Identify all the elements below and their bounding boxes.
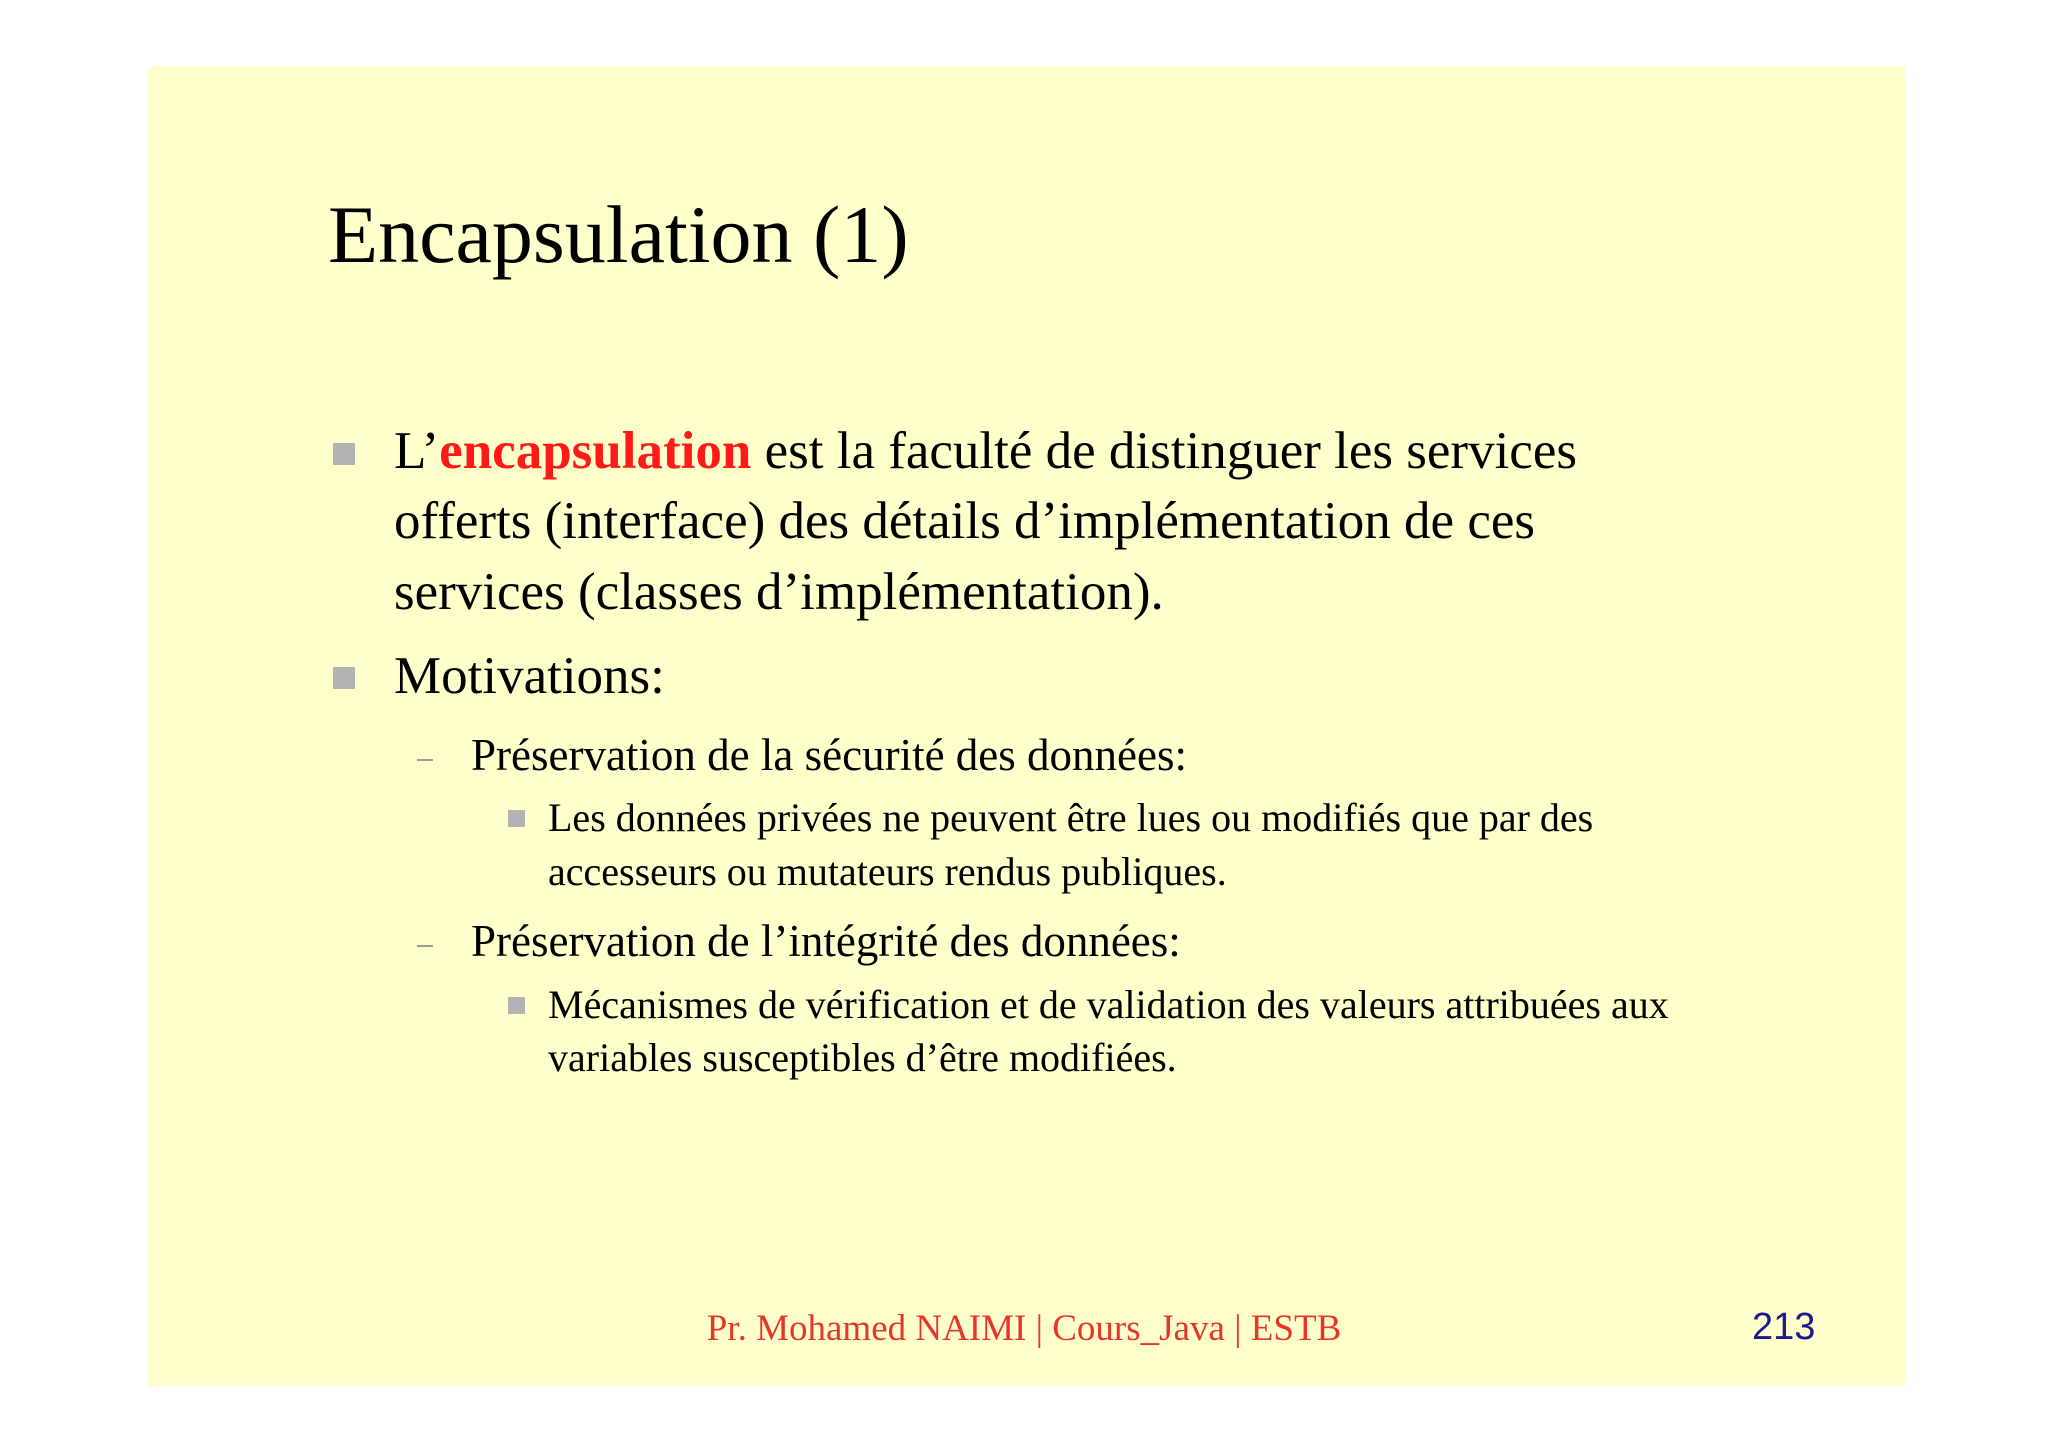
dash-bullet-icon [417, 945, 433, 947]
sub2-heading: Préservation de l’intégrité des données: [471, 916, 1181, 966]
sub1-item-line2: accesseurs ou mutateurs rendus publiques. [548, 849, 1227, 894]
page-number: 213 [1752, 1306, 1816, 1348]
encapsulation-highlight: encapsulation [439, 422, 752, 480]
sub2-item-line1: Mécanismes de vérification et de validation des valeurs attribuées aux [548, 982, 1669, 1027]
sub1-item-line1: Les données privées ne peuvent être lues ou modifiés que par des [548, 795, 1594, 840]
bullet-square-icon [333, 667, 355, 689]
bullet1-prefix: L’ [394, 422, 440, 480]
bullet-square-small-icon [508, 997, 525, 1014]
slide-title: Encapsulation (1) [328, 189, 909, 280]
bullet-square-icon [333, 443, 355, 465]
bullet2-motivations: Motivations: [394, 647, 665, 705]
bullet1-line3: services (classes d’implémentation). [394, 563, 1164, 621]
bullet-square-small-icon [508, 810, 525, 827]
bullet1-line2: offerts (interface) des détails d’implémentation de ces [394, 492, 1536, 550]
dash-bullet-icon [417, 759, 433, 761]
sub1-heading: Préservation de la sécurité des données: [471, 730, 1188, 780]
bullet1-line1-rest: est la faculté de distinguer les services [751, 422, 1577, 480]
slide-footer: Pr. Mohamed NAIMI | Cours_Java | ESTB [706, 1308, 1342, 1349]
bullet1-line1 [394, 422, 1577, 480]
sub2-item-line2: variables susceptibles d’être modifiées. [548, 1035, 1177, 1080]
